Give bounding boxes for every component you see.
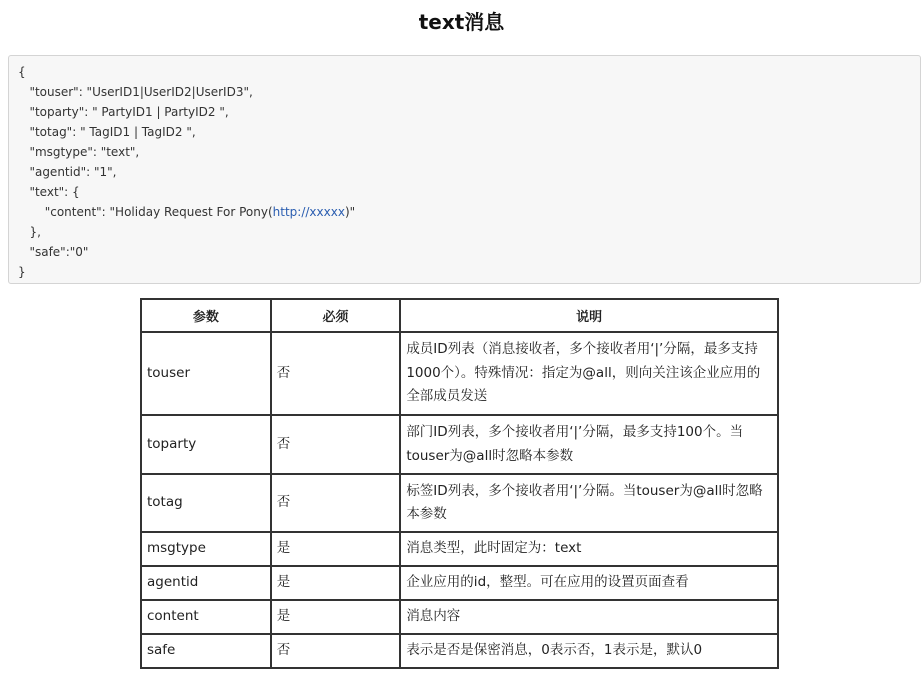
table-row xyxy=(141,634,778,668)
code-line: }, xyxy=(18,225,41,239)
param-required: 否 xyxy=(271,332,401,415)
code-line-content xyxy=(18,202,920,222)
code-line: { xyxy=(18,65,26,79)
code-line: "touser": "UserID1|UserID2|UserID3", xyxy=(18,85,253,99)
param-description: 部门ID列表，多个接收者用‘|’分隔，最多支持100个。当touser为@all时忽略本参数 xyxy=(400,415,778,474)
param-description: 消息类型，此时固定为：text xyxy=(400,532,778,566)
param-description: 消息内容 xyxy=(400,600,778,634)
param-description: 标签ID列表，多个接收者用‘|’分隔。当touser为@all时忽略本参数 xyxy=(400,474,778,532)
param-description: 成员ID列表（消息接收者，多个接收者用‘|’分隔，最多支持1000个）。特殊情况：指定为@all，则向关注该企业应用的全部成员发送 xyxy=(400,332,778,415)
code-text: "content": "Holiday Request For Pony( xyxy=(18,205,273,219)
column-header-param: 参数 xyxy=(141,299,271,332)
table-header-row xyxy=(141,299,778,332)
param-name: touser xyxy=(141,332,271,415)
code-line: "safe":"0" xyxy=(18,245,89,259)
code-line: "agentid": "1", xyxy=(18,165,117,179)
param-name: totag xyxy=(141,474,271,532)
table-row xyxy=(141,532,778,566)
param-name: agentid xyxy=(141,566,271,600)
param-required: 是 xyxy=(271,600,401,634)
page-title: text消息 xyxy=(418,10,505,34)
column-header-required: 必须 xyxy=(271,299,401,332)
code-text: )" xyxy=(344,205,356,219)
param-description: 企业应用的id，整型。可在应用的设置页面查看 xyxy=(400,566,778,600)
table-row xyxy=(141,566,778,600)
code-line: "msgtype": "text", xyxy=(18,145,140,159)
code-line: "totag": " TagID1 | TagID2 ", xyxy=(18,125,196,139)
param-name: safe xyxy=(141,634,271,668)
table-row xyxy=(141,474,778,532)
table-row xyxy=(141,600,778,634)
param-name: toparty xyxy=(141,415,271,474)
param-required: 否 xyxy=(271,634,401,668)
param-required: 是 xyxy=(271,532,401,566)
table-row xyxy=(141,415,778,474)
code-line: "toparty": " PartyID1 | PartyID2 ", xyxy=(18,105,229,119)
code-line: "text": { xyxy=(18,185,80,199)
code-link[interactable]: http://xxxxx xyxy=(272,205,345,219)
code-line: } xyxy=(18,265,26,279)
param-name: msgtype xyxy=(141,532,271,566)
param-required: 是 xyxy=(271,566,401,600)
param-name: content xyxy=(141,600,271,634)
param-description: 表示是否是保密消息，0表示否，1表示是，默认0 xyxy=(400,634,778,668)
param-required: 否 xyxy=(271,415,401,474)
code-block xyxy=(8,55,921,284)
param-required: 否 xyxy=(271,474,401,532)
table-row xyxy=(141,332,778,415)
parameter-table xyxy=(140,298,779,669)
column-header-description: 说明 xyxy=(400,299,778,332)
